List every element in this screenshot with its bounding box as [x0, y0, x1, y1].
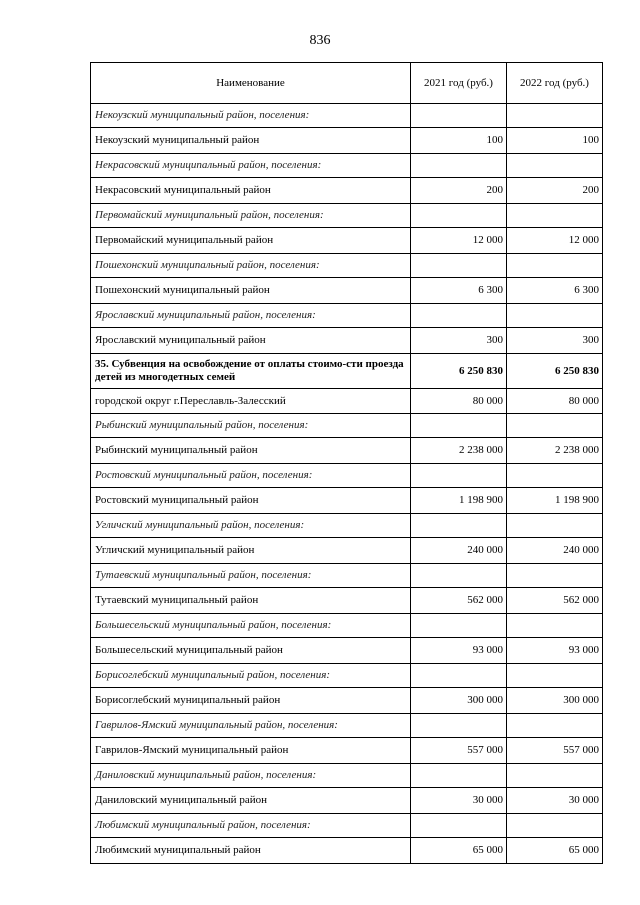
- table-body: [91, 104, 603, 864]
- row-name: Рыбинский муниципальный район: [91, 438, 411, 464]
- value-2021: [411, 764, 507, 788]
- value-2021: [411, 714, 507, 738]
- section-header-row: [91, 614, 603, 638]
- section-title: Большесельский муниципальный район, поселения:: [91, 614, 411, 638]
- value-2022: [507, 814, 603, 838]
- value-2022: 100: [507, 128, 603, 154]
- value-2021: 300: [411, 328, 507, 354]
- section-title: Ярославский муниципальный район, поселения:: [91, 304, 411, 328]
- table-row: [91, 178, 603, 204]
- value-2021: 562 000: [411, 588, 507, 614]
- table-row: [91, 488, 603, 514]
- value-2022: [507, 514, 603, 538]
- value-2021: [411, 814, 507, 838]
- value-2021: 2 238 000: [411, 438, 507, 464]
- table-row: [91, 389, 603, 414]
- table-row: [91, 688, 603, 714]
- row-name: Угличский муниципальный район: [91, 538, 411, 564]
- value-2022: [507, 764, 603, 788]
- section-header-row: [91, 514, 603, 538]
- value-2022: 6 250 830: [507, 354, 603, 389]
- row-name: Некоузский муниципальный район: [91, 128, 411, 154]
- value-2021: [411, 564, 507, 588]
- value-2022: 6 300: [507, 278, 603, 304]
- section-title: Борисоглебский муниципальный район, поселения:: [91, 664, 411, 688]
- section-header-row: [91, 714, 603, 738]
- section-header-row: [91, 204, 603, 228]
- section-title: Рыбинский муниципальный район, поселения:: [91, 414, 411, 438]
- budget-table: [90, 62, 603, 864]
- value-2021: [411, 104, 507, 128]
- section-title: Первомайский муниципальный район, поселения:: [91, 204, 411, 228]
- column-header-2021: 2021 год (руб.): [411, 63, 507, 104]
- header-row: [91, 63, 603, 104]
- value-2022: 300 000: [507, 688, 603, 714]
- table-row: [91, 438, 603, 464]
- table-row: [91, 228, 603, 254]
- value-2022: [507, 304, 603, 328]
- value-2021: 1 198 900: [411, 488, 507, 514]
- section-header-row: [91, 304, 603, 328]
- row-name: Ростовский муниципальный район: [91, 488, 411, 514]
- table-row: [91, 788, 603, 814]
- table-row: [91, 638, 603, 664]
- section-header-row: [91, 814, 603, 838]
- value-2021: [411, 514, 507, 538]
- row-name: Тутаевский муниципальный район: [91, 588, 411, 614]
- value-2021: 200: [411, 178, 507, 204]
- table-row: [91, 128, 603, 154]
- value-2021: [411, 614, 507, 638]
- value-2022: 30 000: [507, 788, 603, 814]
- section-header-row: [91, 414, 603, 438]
- section-title: Пошехонский муниципальный район, поселения:: [91, 254, 411, 278]
- section-header-row: [91, 154, 603, 178]
- value-2022: 240 000: [507, 538, 603, 564]
- table-row: [91, 588, 603, 614]
- row-name: Первомайский муниципальный район: [91, 228, 411, 254]
- value-2021: [411, 414, 507, 438]
- value-2022: [507, 564, 603, 588]
- row-name: Ярославский муниципальный район: [91, 328, 411, 354]
- value-2022: [507, 204, 603, 228]
- table-row: [91, 328, 603, 354]
- section-title: Ростовский муниципальный район, поселения:: [91, 464, 411, 488]
- value-2021: [411, 254, 507, 278]
- table-row: [91, 278, 603, 304]
- row-name: Большесельский муниципальный район: [91, 638, 411, 664]
- value-2021: [411, 204, 507, 228]
- value-2022: 65 000: [507, 838, 603, 864]
- row-name: Пошехонский муниципальный район: [91, 278, 411, 304]
- section-header-row: [91, 104, 603, 128]
- value-2022: [507, 254, 603, 278]
- table-row: [91, 354, 603, 389]
- value-2021: [411, 154, 507, 178]
- section-title: Любимский муниципальный район, поселения:: [91, 814, 411, 838]
- section-title: Некоузский муниципальный район, поселения:: [91, 104, 411, 128]
- column-header-2022: 2022 год (руб.): [507, 63, 603, 104]
- value-2022: [507, 714, 603, 738]
- row-name: Даниловский муниципальный район: [91, 788, 411, 814]
- value-2021: 65 000: [411, 838, 507, 864]
- value-2021: 93 000: [411, 638, 507, 664]
- section-header-row: [91, 254, 603, 278]
- value-2022: 1 198 900: [507, 488, 603, 514]
- value-2022: 557 000: [507, 738, 603, 764]
- row-name: Любимский муниципальный район: [91, 838, 411, 864]
- section-title: Гаврилов-Ямский муниципальный район, поселения:: [91, 714, 411, 738]
- value-2021: 100: [411, 128, 507, 154]
- value-2021: 6 250 830: [411, 354, 507, 389]
- row-name: 35. Субвенция на освобождение от оплаты стоимо-сти проезда детей из многодетных семей: [91, 354, 411, 389]
- value-2022: 80 000: [507, 389, 603, 414]
- section-header-row: [91, 464, 603, 488]
- value-2022: 93 000: [507, 638, 603, 664]
- table-row: [91, 538, 603, 564]
- value-2022: 200: [507, 178, 603, 204]
- value-2022: 2 238 000: [507, 438, 603, 464]
- section-title: Тутаевский муниципальный район, поселения:: [91, 564, 411, 588]
- value-2021: [411, 664, 507, 688]
- table-row: [91, 738, 603, 764]
- value-2022: 562 000: [507, 588, 603, 614]
- value-2021: 557 000: [411, 738, 507, 764]
- row-name: Борисоглебский муниципальный район: [91, 688, 411, 714]
- value-2022: 300: [507, 328, 603, 354]
- value-2021: [411, 464, 507, 488]
- table-head: [91, 63, 603, 104]
- row-name: городской округ г.Переславль-Залесский: [91, 389, 411, 414]
- page-number: 836: [309, 33, 331, 48]
- table-row: [91, 838, 603, 864]
- value-2022: [507, 614, 603, 638]
- value-2022: [507, 104, 603, 128]
- value-2022: [507, 414, 603, 438]
- section-title: Даниловский муниципальный район, поселения:: [91, 764, 411, 788]
- row-name: Гаврилов-Ямский муниципальный район: [91, 738, 411, 764]
- section-header-row: [91, 764, 603, 788]
- column-header-name: Наименование: [91, 63, 411, 104]
- value-2022: [507, 664, 603, 688]
- value-2021: 80 000: [411, 389, 507, 414]
- value-2021: [411, 304, 507, 328]
- row-name: Некрасовский муниципальный район: [91, 178, 411, 204]
- value-2021: 30 000: [411, 788, 507, 814]
- value-2022: [507, 464, 603, 488]
- section-title: Некрасовский муниципальный район, поселения:: [91, 154, 411, 178]
- section-header-row: [91, 564, 603, 588]
- value-2022: [507, 154, 603, 178]
- value-2022: 12 000: [507, 228, 603, 254]
- value-2021: 240 000: [411, 538, 507, 564]
- section-title: Угличский муниципальный район, поселения:: [91, 514, 411, 538]
- value-2021: 6 300: [411, 278, 507, 304]
- value-2021: 12 000: [411, 228, 507, 254]
- section-header-row: [91, 664, 603, 688]
- value-2021: 300 000: [411, 688, 507, 714]
